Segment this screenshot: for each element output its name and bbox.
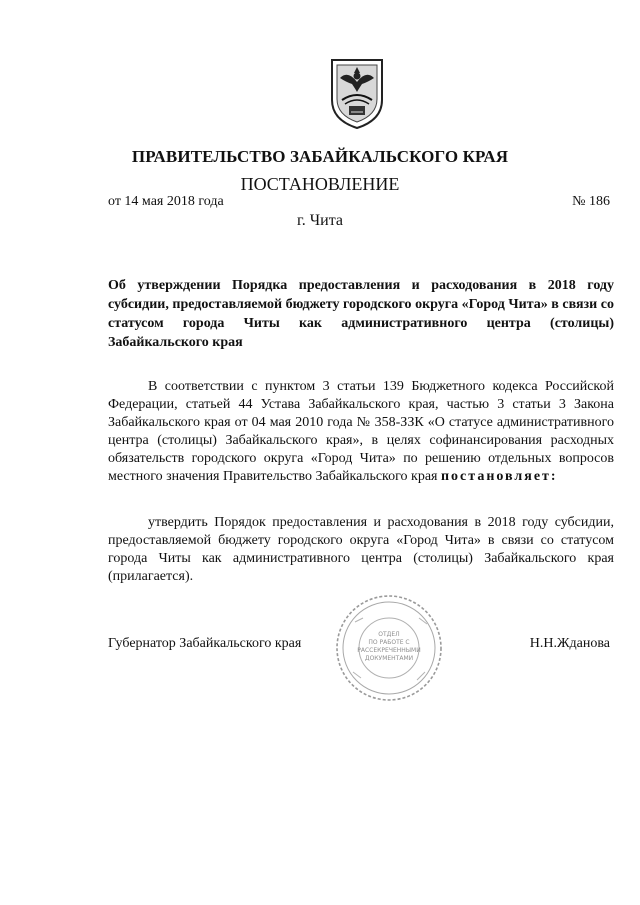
svg-text:РАССЕКРЕЧЕННЫМИ: РАССЕКРЕЧЕННЫМИ [357, 647, 421, 654]
coat-of-arms-emblem [328, 56, 386, 130]
preamble-text: В соответствии с пунктом 3 статьи 139 Бюджетного кодекса Российской Федерации, статьей 44 Устава Забайкальского края, частью 3 статьи 3 Закона Забайкальского края от 04 мая 2010 года № 358-ЗЗК «О статусе административного центра (столицы) Забайкальского края», в целях софинансирования расходных обязательств городского округа «Город Чита» по решению отдельных вопросов местного значения Правительство Забайкальского края [108, 379, 614, 484]
decree-date: от 14 мая 2018 года [108, 194, 224, 209]
document-type: ПОСТАНОВЛЕНИЕ [240, 174, 400, 194]
resolves-keyword: постановляет: [440, 469, 558, 484]
operative-paragraph: утвердить Порядок предоставления и расходования в 2018 году субсидии, предоставляемой бюджету городского округа «Город Чита» в связи со статусом города Читы как административного центра (столицы) Забайкальского края (прилагается). [108, 515, 614, 584]
svg-text:ДОКУМЕНТАМИ: ДОКУМЕНТАМИ [364, 655, 414, 662]
government-title: ПРАВИТЕЛЬСТВО ЗАБАЙКАЛЬСКОГО КРАЯ [131, 147, 509, 166]
signatory-name: Н.Н.Жданова [529, 636, 610, 651]
decree-subject: Об утверждении Порядка предоставления и расходования в 2018 году субсидии, предоставляемой бюджету городского округа «Город Чита» в связи со статусом города Читы как административного центра (столицы) Забайкальского края [108, 278, 614, 350]
decree-number: № 186 [572, 194, 610, 209]
city-name: г. Чита [296, 212, 343, 229]
svg-text:ОТДЕЛ: ОТДЕЛ [378, 631, 400, 638]
preamble-paragraph [108, 378, 614, 486]
signatory-title: Губернатор Забайкальского края [108, 636, 302, 651]
svg-text:ПО РАБОТЕ С: ПО РАБОТЕ С [368, 639, 410, 646]
official-stamp [333, 592, 445, 704]
